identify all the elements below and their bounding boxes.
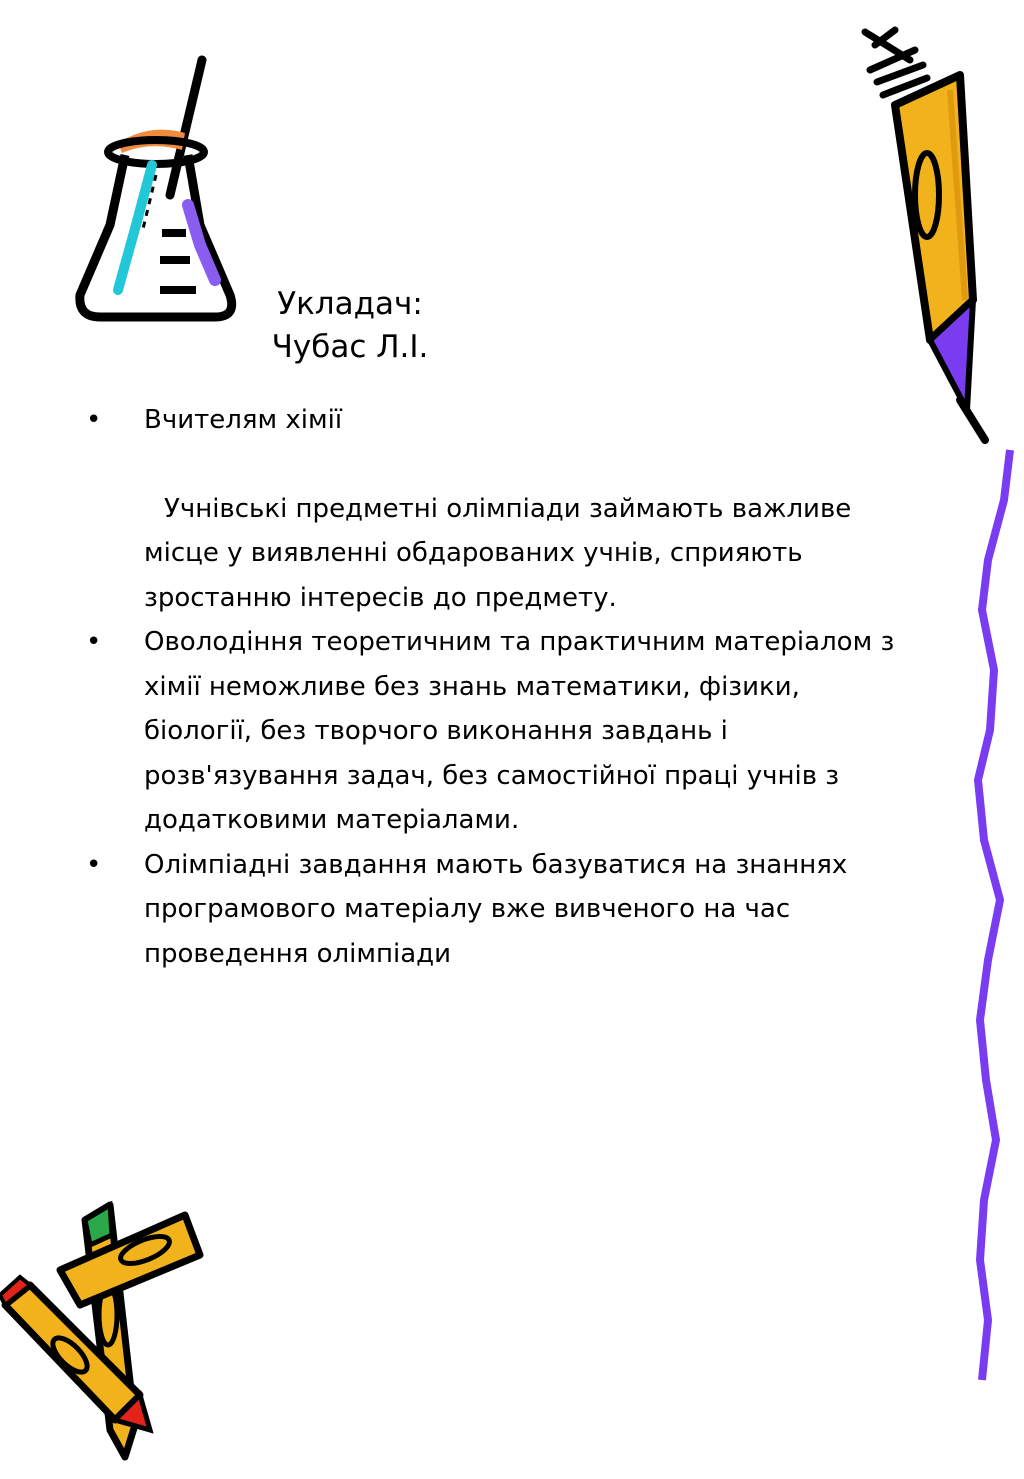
list-item	[84, 620, 904, 843]
wavy-line-border	[960, 440, 1024, 1400]
bullet-text-teachers: Вчителям хімії	[144, 405, 343, 435]
author-label: Укладач:	[277, 286, 423, 322]
bullet-text-mastery: Оволодіння теоретичним та практичним матеріалом з хімії неможливе без знань математики, фізики, біології, без творчого виконання завдань і розв'язування задач, без самостійної праці учнів з додатковими матеріалами.	[144, 627, 895, 835]
bullet-text-olympiad: Олімпіадні завдання мають базуватися на знаннях програмового матеріалу вже вивченого на час проведення олімпіади	[144, 849, 848, 969]
list-item	[84, 398, 904, 443]
bullet-marker: •	[86, 849, 102, 880]
bullet-marker: •	[86, 627, 102, 657]
intro-paragraph-text: Учнівські предметні олімпіади займають важливе місце у виявленні обдарованих учнів, сприяють зростанню інтересів до предмету.	[144, 493, 852, 613]
author-block	[240, 283, 460, 369]
pencil-icon	[855, 20, 995, 450]
bullet-marker: •	[86, 405, 102, 435]
intro-paragraph	[84, 487, 904, 621]
crossed-pencils-icon	[0, 1195, 215, 1470]
chemistry-flask-icon	[70, 55, 245, 330]
list-item	[84, 843, 904, 977]
author-name: Чубас Л.І.	[271, 329, 429, 365]
document-body	[84, 398, 904, 976]
